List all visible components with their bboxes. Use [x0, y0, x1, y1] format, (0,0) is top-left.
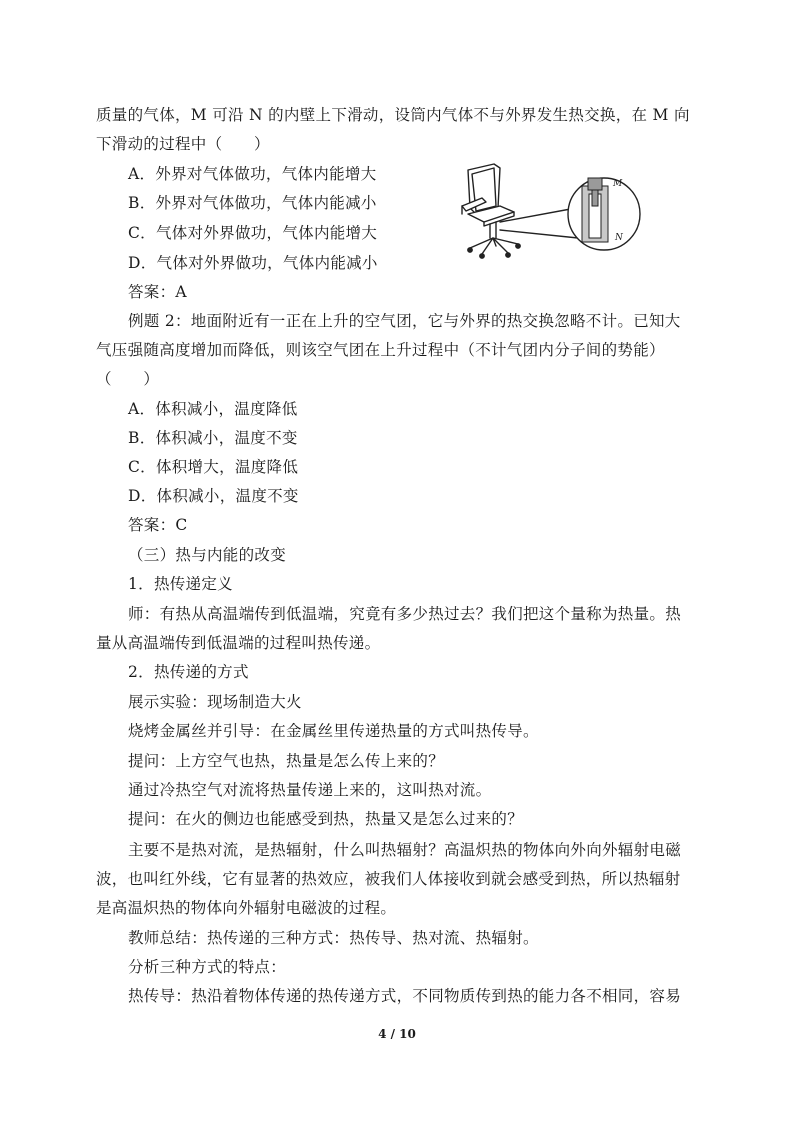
answer: 答案：C — [128, 516, 188, 534]
paragraph: 波，也叫红外线，它有显著的热效应，被我们人体接收到就会感受到热，所以热辐射 — [96, 870, 681, 888]
option-c: C．体积增大，温度降低 — [128, 458, 299, 476]
text-line: 气压强随高度增加而降低，则该空气团在上升过程中（不计气团内分子间的势能） — [96, 341, 665, 359]
paragraph: 是高温炽热的物体向外辐射电磁波的过程。 — [96, 899, 397, 917]
subsection-heading: 1．热传递定义 — [128, 575, 233, 593]
option-b: B．外界对气体做功，气体内能减小 — [128, 194, 377, 212]
page-number: 4 / 10 — [378, 1027, 416, 1041]
subsection-heading: 2．热传递的方式 — [128, 663, 249, 681]
paragraph: 热传导：热沿着物体传递的热传递方式，不同物质传到热的能力各不相同，容易 — [128, 987, 682, 1005]
option-d: D．体积减小，温度不变 — [128, 487, 299, 505]
option-a: A．外界对气体做功，气体内能增大 — [128, 165, 377, 183]
paragraph: 烧烤金属丝并引导：在金属丝里传递热量的方式叫热传导。 — [128, 722, 539, 740]
text-line: 质量的气体，M 可沿 N 的内壁上下滑动，设筒内气体不与外界发生热交换，在 M 向 — [96, 106, 690, 124]
paragraph: 量从高温端传到低温端的过程叫热传递。 — [96, 634, 381, 652]
paragraph: 提问：在火的侧边也能感受到热，热量又是怎么过来的？ — [128, 810, 524, 828]
option-c: C．气体对外界做功，气体内能增大 — [128, 224, 378, 242]
paragraph: 提问：上方空气也热，热量是怎么传上来的？ — [128, 752, 445, 770]
label-n: N — [615, 233, 623, 243]
paragraph: 通过冷热空气对流将热量传递上来的，这叫热对流。 — [128, 781, 492, 799]
paragraph: 师：有热从高温端传到低温端，究竟有多少热过去？我们把这个量称为热量。热 — [128, 605, 682, 623]
option-a: A．体积减小，温度降低 — [128, 400, 298, 418]
paragraph: 展示实验：现场制造大火 — [128, 693, 302, 711]
option-b: B．体积减小，温度不变 — [128, 429, 298, 447]
answer: 答案：A — [128, 283, 187, 301]
paragraph: 教师总结：热传递的三种方式：热传导、热对流、热辐射。 — [128, 929, 539, 947]
example-2: 例题 2：地面附近有一正在上升的空气团，它与外界的热交换忽略不计。已知大 — [128, 312, 681, 330]
section-heading: （三）热与内能的改变 — [128, 546, 287, 564]
label-m: M — [613, 179, 623, 189]
text-line: （ ） — [96, 370, 160, 388]
paragraph: 分析三种方式的特点： — [128, 958, 287, 976]
text-line: 下滑动的过程中（ ） — [96, 135, 270, 153]
option-d: D．气体对外界做功，气体内能减小 — [128, 254, 378, 272]
chair-cylinder-figure — [448, 156, 644, 268]
paragraph: 主要不是热对流，是热辐射，什么叫热辐射？高温炽热的物体向外向外辐射电磁 — [128, 841, 682, 859]
